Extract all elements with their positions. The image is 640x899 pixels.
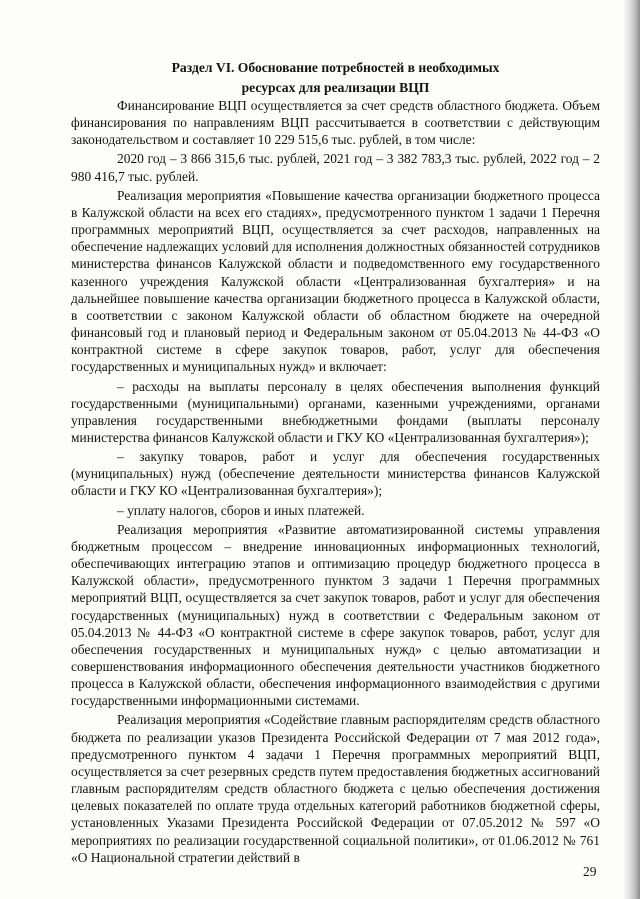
paragraph-yearly-amounts: 2020 год – 3 866 315,6 тыс. рублей, 2021 год – 3 382 783,3 тыс. рублей, 2022 год – 2 980 416,7 тыс. рублей. [71, 151, 600, 184]
list-item-personnel-expenses: – расходы на выплаты персоналу в целях обеспечения выполнения функций государственными (муниципальными) органами, казенными учреждениями, органами управления государственными внебюджетными фондами (выплаты персоналу министерства финансов Калужской области и ГКУ КО «Централизованная бухгалтерия»); [71, 378, 600, 445]
section-title-line-2: ресурсах для реализации ВЦП [241, 79, 430, 95]
list-item-procurement: – закупку товаров, работ и услуг для обеспечения государственных (муниципальных) нужд (обеспечение деятельности министерства финансов Калужской области и ГКУ КО «Централизованная бухгалтерия»); [71, 449, 600, 499]
paragraph-measure-4: Реализация мероприятия «Содействие главным распорядителям средств областного бюджета по реализации указов Президента Российской Федерации от 7 мая 2012 года», предусмотренного пунктом 4 задачи 1 Перечня программных мероприятий ВЦП, осуществляется за счет резервных средств путем предоставления бюджетных ассигнований главным распорядителям средств областного бюджета с целью обеспечения достижения целевых показателей по оплате труда отдельных категорий работников бюджетной сферы, установленных Указами Президента Российской Федерации от 07.05.2012 № 597 «О мероприятиях по реализации государственной социальной политики», от 01.06.2012 № 761 «О Национальной стратегии действий в [71, 712, 600, 865]
paragraph-financing: Финансирование ВЦП осуществляется за счет средств областного бюджета. Объем финансирования по направлениям ВЦП рассчитывается в соответствии с действующим законодательством и составляет 10 229 515,6 тыс. рублей, в том числе: [71, 98, 600, 148]
section-title [71, 58, 600, 97]
scan-edge-shadow [624, 0, 640, 899]
section-title-line-1: Раздел VI. Обоснование потребностей в необходимых [171, 60, 500, 75]
page-content [71, 58, 600, 866]
paragraph-measure-1: Реализация мероприятия «Повышение качества организации бюджетного процесса в Калужской области на всех его стадиях», предусмотренного пунктом 1 задачи 1 Перечня программных мероприятий ВЦП, осуществляется за счет расходов, направленных на обеспечение надлежащих условий для исполнения должностных обязанностей сотрудников министерства финансов Калужской области и подведомственного ему государственного казенного учреждения Калужской области «Централизованная бухгалтерия» и на дальнейшее повышение качества организации бюджетного процесса в Калужской области, в соответствии с законом Калужской области об областном бюджете на очередной финансовый год и плановый период и Федеральным законом от 05.04.2013 № 44-ФЗ «О контрактной системе в сфере закупок товаров, работ, услуг для обеспечения государственных и муниципальных нужд» и включает: [71, 187, 600, 375]
page-number: 29 [583, 864, 597, 879]
list-item-taxes: – уплату налогов, сборов и иных платежей. [117, 502, 365, 518]
paragraph-measure-3: Реализация мероприятия «Развитие автоматизированной системы управления бюджетным процессом – внедрение инновационных информационных технологий, обеспечивающих интеграцию этапов и оптимизацию процедур бюджетного процесса в Калужской области», предусмотренного пунктом 3 задачи 1 Перечня программных мероприятий ВЦП, осуществляется за счет закупок товаров, работ и услуг для обеспечения государственных (муниципальных) нужд в соответствии с Федеральным законом от 05.04.2013 № 44-ФЗ «О контрактной системе в сфере закупок товаров, работ, услуг для обеспечения государственных и муниципальных нужд» с целью автоматизации и совершенствования информационного обеспечения деятельности участников бюджетного процесса в Калужской области, обеспечения информационного взаимодействия с другими государственными информационными системами. [71, 521, 600, 709]
